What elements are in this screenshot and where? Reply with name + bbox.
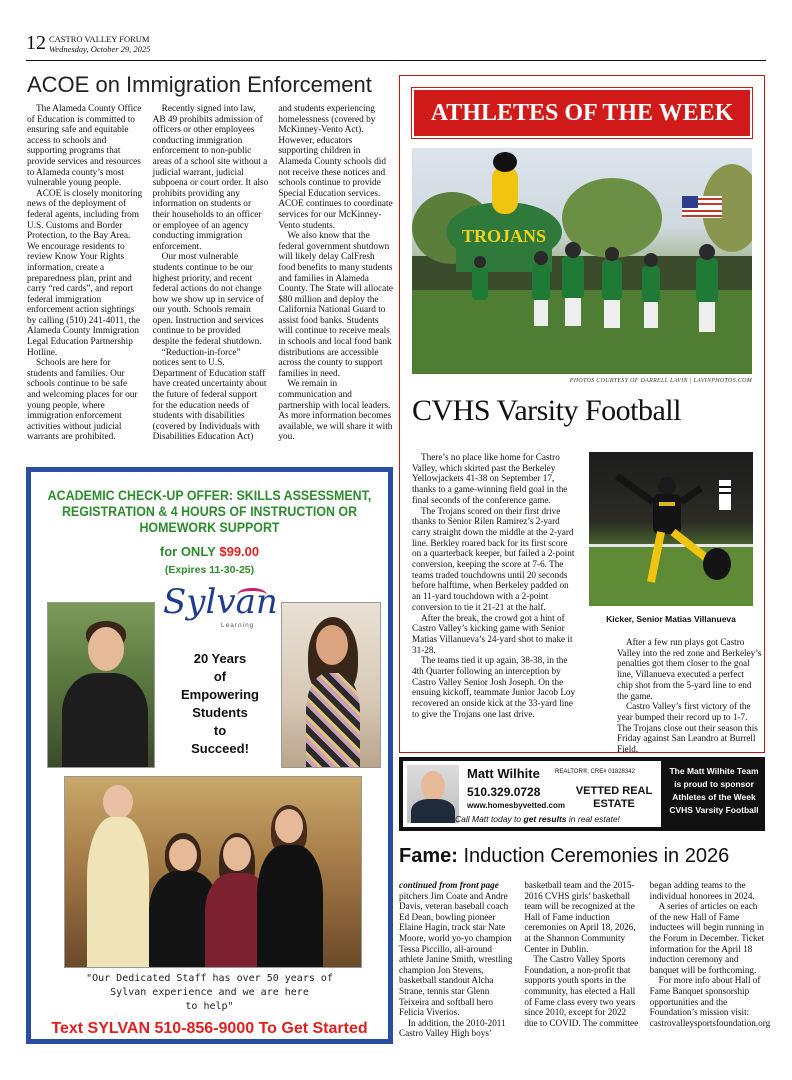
acoe-article-body [27, 104, 394, 450]
quote-line: "Our Dedicated Staff has over 50 years of [86, 973, 333, 984]
acoe-paragraph: Schools are here for students and families. Our schools continue to be safe and welcoming places for our young people, where immigration enforcement activities without judicial warrants are prohibited. [27, 358, 138, 443]
page-header [26, 30, 766, 62]
publication-info [49, 34, 150, 54]
photo-credit: PHOTOS COURTESY OF DARRELL LAVIN | LAVINPHOTOS.COM [569, 378, 752, 384]
fame-headline [399, 845, 729, 868]
acoe-paragraph: Recently signed into law, AB 49 prohibits admission of officers or other employees conducting immigration enforcement to non-public areas of a school site without a judicial warrant, judicial subpoena or court order. It also prohibits providing any information on students or their households to an officer or employee of an agency conducting immigration enforcement. [152, 104, 269, 252]
sylvan-logo-word: Sylvan [163, 582, 278, 622]
acoe-paragraph: We also know that the federal government shutdown will likely delay CalFresh food benefits to many students and families in Alameda County. The State will allocate $80 million and deploy the California National Guard to assist food banks. Students will continue to receive meals in schools and local food bank distributions are accessible across the county to support families in need. [278, 231, 393, 379]
fame-headline-bold: Fame: [399, 845, 458, 867]
quote-line: Sylvan experience and we are here [110, 987, 309, 998]
cta-prefix: Call Matt today to [455, 814, 522, 824]
header-rule [26, 60, 766, 61]
offer-expiration: (Expires 11-30-25) [164, 564, 255, 576]
tagline-line: Succeed! [191, 741, 249, 756]
logo-swoosh-icon [237, 588, 267, 602]
acoe-paragraph: The Alameda County Office of Education is committed to ensuring safe and equitable access to schools and supporting programs that provide services and resources to Alameda county’s most vulnerable young people. [27, 104, 142, 189]
cta-suffix: in real estate! [568, 814, 620, 824]
staff-photo [64, 776, 362, 968]
football-article-right [617, 637, 762, 755]
sylvan-logo [163, 582, 278, 640]
kicker-photo [589, 452, 753, 606]
sylvan-advertisement [26, 467, 393, 1044]
football-paragraph: The Trojans scored on their first drive thanks to Senior Rilen Ramirez’s 2-yard carry straight down the middle at the 2-yard line. Berkley roared back for its first score on a quarterback keeper, but failed a 2-point conversion, keeping the score at 7-6. The teams traded touchdowns until 20 seconds before halftime, when Berkeley padded on an 11-yard touchdown with a 2-point conversion to tie it 21-21 at the half. [412, 505, 575, 612]
quote-line: to help" [185, 1001, 234, 1012]
agent-website: www.homesbyvetted.com [467, 801, 565, 810]
athletes-of-the-week-box [399, 75, 765, 753]
agent-portrait [407, 765, 459, 823]
matt-wilhite-advertisement [399, 757, 765, 831]
continued-label: continued from front page [399, 880, 499, 890]
cta-emphasis: get results [523, 814, 567, 824]
acoe-paragraph: ACOE is closely monitoring news of the deployment of federal agents, including from U.S. Customs and Border Protection, to the Bay Area. We encourage residents to review Know Your Rights information, create a preparedness plan, print and carry “red cards”, and report federal immigration enforcement action sightings by calling (510) 241-4011, the Alameda County Immigration Legal Education Partnership Hotline. [27, 188, 143, 358]
acoe-paragraph: “Reduction-in-force” notices sent to U.S. Department of Education staff have created uncertainty about the future of federal support for the education needs of students with disabilities (covered by Individuals with Disabilities Education Act) and students experiencing homelessness (covered by McKinney-Vento Act). However, educators supporting children in Alameda County schools did not receive these notices and schools continue to provide Special Education services. ACOE continues to coordinate services for our McKinney-Vento students. [152, 104, 393, 443]
fame-paragraph: A series of articles on each of the new Hall of Fame inductees will begin running in the Forum in December. Ticket information for the April 18 induction ceremony and banquet will be forthcoming. [649, 901, 765, 975]
kicker-illustration [589, 452, 753, 606]
tagline-line: to [213, 723, 227, 738]
fame-paragraph-text: pitchers Jim Coate and Andre Davis, veteran baseball coach Ed Dean, bowling pioneer Elaine Hagin, track star Nate Moore, world yo-yo champion Tessa Piccillo, all-around athlete Janine Smith, wrestling champion Jon Stevens, basketball standout Alcha Strane, tennis star Glenn Teixeira and softball hero Felicia Viverios. [399, 890, 513, 1018]
football-paragraph: After the break, the crowd got a hint of Castro Valley’s kicking game with Senior Matias Villanueva’s 24-yard shot to make it 31-28. [412, 612, 573, 655]
sylvan-call-to-action: Text SYLVAN 510-856-9000 To Get Started [51, 1020, 368, 1037]
football-scene-illustration [412, 148, 752, 374]
sylvan-logo-sub: Learning [221, 622, 255, 629]
fame-article-body [399, 880, 771, 1046]
student-photo-boy [47, 602, 155, 768]
staff-quote [31, 972, 388, 1014]
brokerage-logo: VETTED REAL ESTATE [575, 785, 653, 810]
tagline-line: of [213, 669, 227, 684]
agent-phone: 510.329.0728 [467, 785, 541, 799]
fame-headline-rest: Induction Ceremonies in 2026 [463, 845, 730, 867]
sylvan-headline: ACADEMIC CHECK-UP OFFER: SKILLS ASSESSMENT, REGISTRATION & 4 HOURS OF INSTRUCTION OR HOMEWORK SUPPORT [47, 488, 372, 535]
sylvan-tagline [171, 650, 269, 758]
fame-paragraph [399, 880, 514, 1018]
publication-name: CASTRO VALLEY FORUM [49, 34, 150, 44]
tagline-line: 20 Years [193, 651, 247, 666]
price-prefix: for ONLY [159, 544, 216, 559]
tagline-line: Empowering [180, 687, 259, 702]
fame-paragraph: In addition, the 2010-2011 Castro Valley High boys’ basketball team and the 2015-2016 CVHS girls’ basketball team will be recognized at the Hall of Fame induction ceremonies on April 18, 2026, at the Shannon Community Center in Dublin. [399, 880, 636, 1039]
acoe-headline: ACOE on Immigration Enforcement [27, 72, 372, 97]
acoe-paragraph: We remain in communication and partnership with local leaders. As more information becomes available, we will share it with you. [278, 379, 393, 443]
kicker-caption: Kicker, Senior Matias Villanueva [606, 614, 736, 624]
football-team-photo [412, 148, 752, 374]
matt-ad-card [403, 761, 661, 827]
football-paragraph: The teams tied it up again, 38-38, in the 4th Quarter following an interception by Castro Valley Senior Josh Joseph. On the ensuing kickoff, teammate Junior Jacob Loy recovered an onside kick at the 33-yard line to give the Trojans one last drive. [412, 655, 576, 719]
football-paragraph: After a few run plays got Castro Valley into the red zone and Berkeley’s penalties got them closer to the goal line, Villanueva executed a perfect chip shot from the 5-yard line to end the game. [617, 637, 762, 701]
athletes-banner: ATHLETES OF THE WEEK [412, 88, 752, 138]
sylvan-price [31, 544, 388, 559]
football-article-left [412, 452, 578, 720]
sponsor-message: The Matt Wilhite Team is proud to sponsor Athletes of the Week CVHS Varsity Football [669, 766, 759, 815]
price-value: $99.00 [219, 544, 260, 559]
agent-name: Matt Wilhite [467, 766, 540, 781]
tagline-line: Students [192, 705, 248, 720]
fame-paragraph: The Castro Valley Sports Foundation, a non-profit that supports youth sports in the community, has elected a Hall of Fame class every two years since 2010, except for 2022 due to COVID. The committee began adding teams to the individual honorees in 2024. [524, 880, 755, 1028]
issue-date: Wednesday, October 29, 2025 [49, 44, 151, 54]
inflatable-helmet-text: TROJANS [461, 226, 547, 246]
student-photo-girl [281, 602, 381, 768]
agent-call-to-action [455, 814, 657, 824]
football-paragraph: Castro Valley’s first victory of the year bumped their record up to 1-7. The Trojans close out their season this Friday against San Leandro at Burrell Field. [617, 701, 758, 755]
fame-paragraph: For more info about Hall of Fame Banquet sponsorship opportunities and the Foundation’s mission visit: castrovalleysportsfoundation.org [649, 975, 771, 1028]
agent-license: REALTOR®, CRE# 01828342 [555, 769, 635, 775]
football-headline: CVHS Varsity Football [412, 394, 681, 427]
acoe-paragraph: Our most vulnerable students continue to be our highest priority, and recent federal actions do not change how we show up in service of our youth. Schools remain open. Instruction and services continue to be provided despite the federal shutdown. [152, 252, 264, 348]
page-number: 12 [26, 32, 46, 54]
football-paragraph: There’s no place like home for Castro Valley, which skirted past the Berkeley Yellowjackets 41-38 on September 17, thanks to a game-winning field goal in the final seconds of the conference game. [412, 452, 568, 505]
